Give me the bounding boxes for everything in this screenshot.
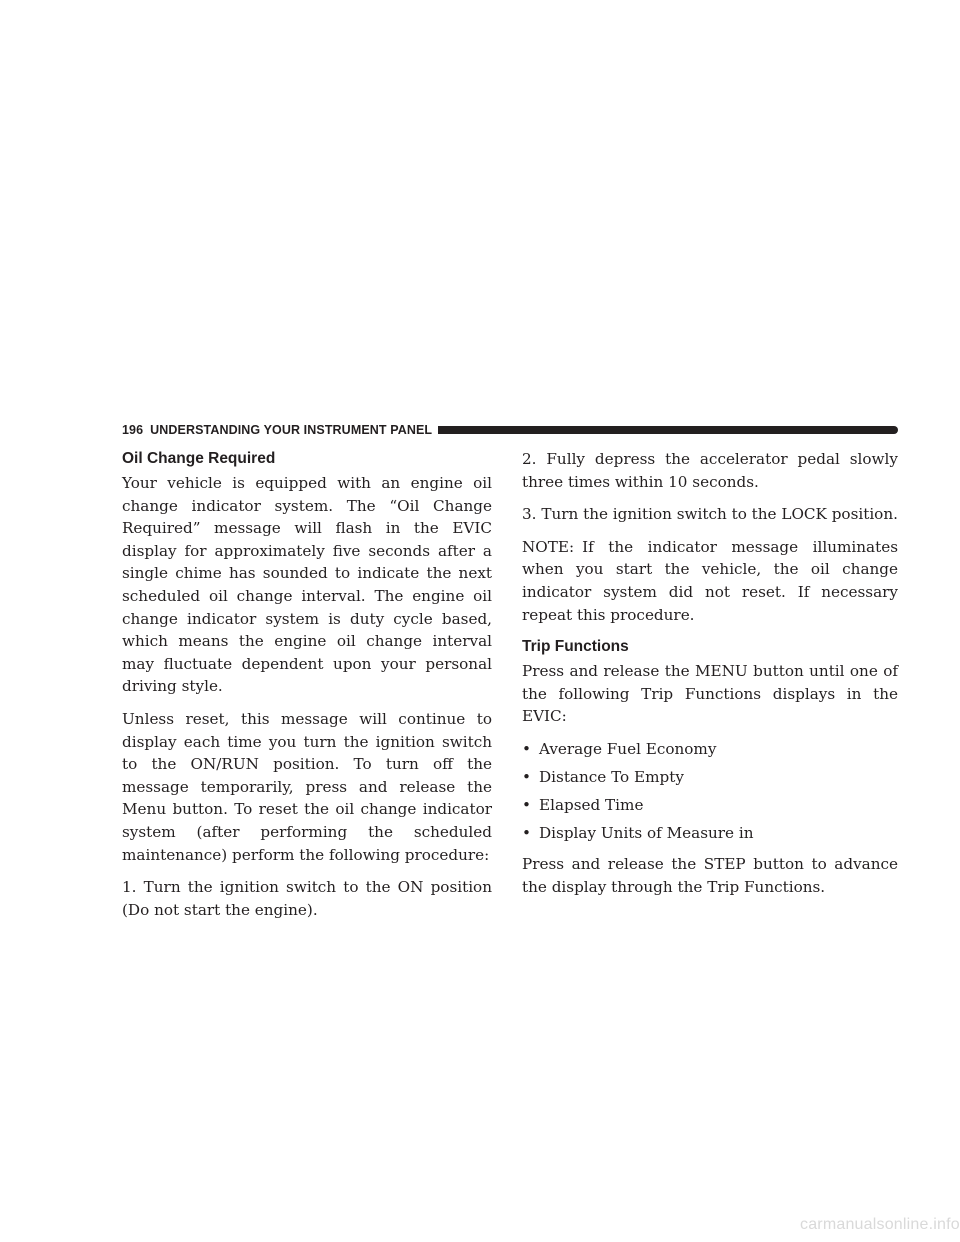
bullet-icon: • — [522, 739, 531, 758]
right-column — [522, 448, 898, 909]
list-item: • Average Fuel Economy — [522, 738, 898, 761]
step-3: 3. Turn the ignition switch to the LOCK position. — [522, 505, 898, 524]
paragraph-unless-reset: Unless reset, this message will continue to display each time you turn the ignition switch to the ON/RUN position. To turn off the message temporarily, press and release the Menu button. To reset the oil change indicator system (after performing the scheduled maintenance) perform the following procedure: — [122, 709, 492, 864]
paragraph-trip-closing: Press and release the STEP button to advance the display through the Trip Functions. — [522, 855, 898, 897]
note-label: NOTE: — [522, 537, 575, 556]
section-title: UNDERSTANDING YOUR INSTRUMENT PANEL — [150, 423, 433, 437]
heading-trip-functions: Trip Functions — [522, 638, 629, 656]
list-item: • Display Units of Measure in — [522, 822, 898, 845]
list-item: • Distance To Empty — [522, 766, 898, 789]
note-paragraph — [522, 536, 898, 626]
bullet-icon: • — [522, 823, 531, 842]
page-number: 196 — [122, 423, 144, 437]
bullet-icon: • — [522, 767, 531, 786]
note-text: If the indicator message illuminates when you start the vehicle, the oil change indicator system did not reset. If necessary repeat this procedure. — [522, 537, 898, 624]
step-2: 2. Fully depress the accelerator pedal slowly three times within 10 seconds. — [522, 450, 898, 491]
paragraph-oil-change-intro: Your vehicle is equipped with an engine oil change indicator system. The “Oil Change Required” message will flash in the EVIC display for approximately five seconds after a single chime has sounded to indicate the next scheduled oil change interval. The engine oil change indicator system is duty cycle based, which means the engine oil change interval may fluctuate dependent upon your personal driving style. — [122, 474, 492, 696]
bullet-icon: • — [522, 795, 531, 814]
watermark: carmanualsonline.info — [800, 1216, 960, 1233]
trip-functions-list — [522, 738, 898, 845]
step-1: 1. Turn the ignition switch to the ON position (Do not start the engine). — [122, 878, 492, 919]
header-rule — [438, 426, 898, 434]
list-item: • Elapsed Time — [522, 794, 898, 817]
left-column — [122, 448, 492, 931]
page-header — [122, 423, 898, 437]
paragraph-trip-intro: Press and release the MENU button until one of the following Trip Functions displays in the EVIC: — [522, 662, 898, 726]
heading-oil-change-required: Oil Change Required — [122, 450, 276, 467]
